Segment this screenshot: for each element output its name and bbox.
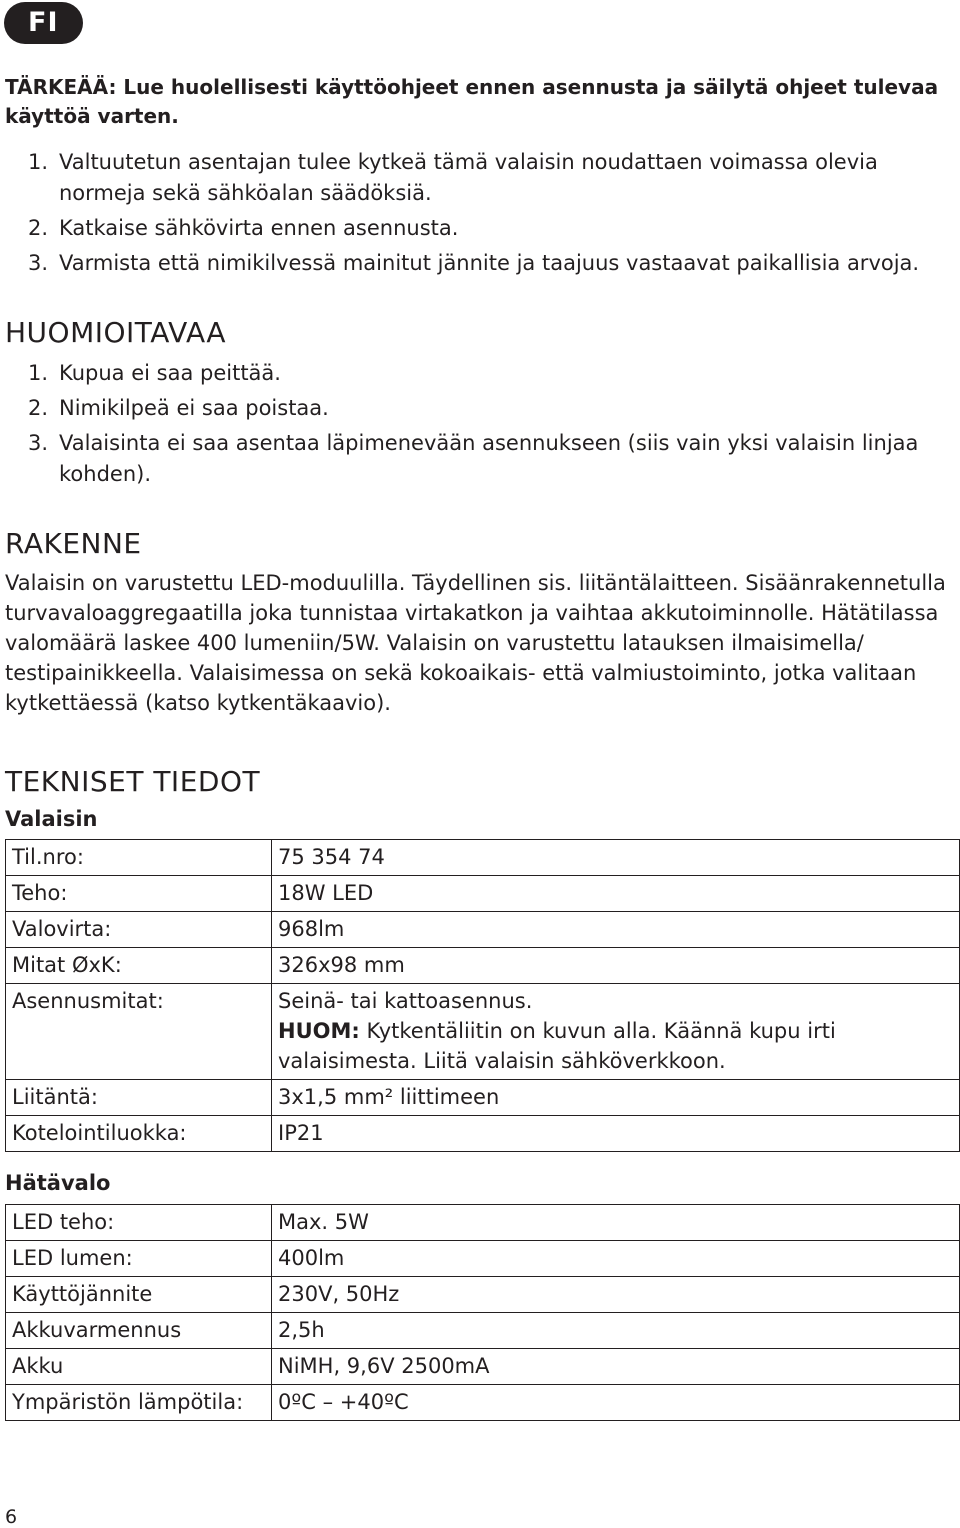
spec-key: Asennusmitat: (6, 984, 272, 1080)
spec-value: 3x1,5 mm² liittimeen (272, 1080, 960, 1116)
table-row (6, 1116, 960, 1152)
spec-value: 400lm (272, 1241, 960, 1277)
structure-heading: RAKENNE (5, 527, 142, 560)
spec-value: Max. 5W (272, 1205, 960, 1241)
spec-key: Valovirta: (6, 912, 272, 948)
spec-note (278, 1016, 953, 1076)
emergency-spec-table (5, 1204, 960, 1421)
notes-list (5, 358, 950, 494)
list-item (5, 248, 950, 279)
spec-value: IP21 (272, 1116, 960, 1152)
step-number: 3. (28, 251, 49, 275)
emergency-subheading: Hätävalo (5, 1171, 111, 1195)
step-text: Katkaise sähkövirta ennen asennusta. (59, 216, 459, 240)
spec-key: LED lumen: (6, 1241, 272, 1277)
spec-value: Seinä- tai kattoasennus. (278, 989, 533, 1013)
spec-key: Ympäristön lämpötila: (6, 1385, 272, 1421)
spec-key: Til.nro: (6, 840, 272, 876)
spec-key: Mitat ØxK: (6, 948, 272, 984)
list-item (5, 147, 950, 209)
note-number: 3. (28, 431, 49, 455)
install-steps-list (5, 147, 950, 283)
note-number: 1. (28, 361, 49, 385)
table-row (6, 876, 960, 912)
spec-key: LED teho: (6, 1205, 272, 1241)
step-number: 1. (28, 150, 49, 174)
structure-paragraph: Valaisin on varustettu LED-moduulilla. Täydellinen sis. liitäntälaitteen. Sisäänrakennetulla turvavaloaggregaatilla joka tunnistaa virtakatkon ja vaihtaa akkutoiminnolle. Hätätilassa valomäärä laskee 400 lumeniin/5W. Valaisin on varustettu latauksen ilmaisimella/ testipainikkeella. Valaisimessa on sekä kokoaikais- että valmiustoiminto, jotka valitaan kytkettäessä (katso kytkentäkaavio). (5, 571, 946, 715)
step-text: Valtuutetun asentajan tulee kytkeä tämä valaisin noudattaen voimassa olevia normeja sekä sähköalan säädöksiä. (59, 150, 878, 205)
spec-key: Akku (6, 1349, 272, 1385)
note-text: Kytkentäliitin on kuvun alla. Käännä kupu irti valaisimesta. Liitä valaisin sähköverkkoon. (278, 1019, 836, 1073)
table-row (6, 1080, 960, 1116)
table-row (6, 1205, 960, 1241)
list-item (5, 358, 950, 389)
spec-key: Teho: (6, 876, 272, 912)
table-row (6, 840, 960, 876)
spec-key: Kotelointiluokka: (6, 1116, 272, 1152)
spec-value: 230V, 50Hz (272, 1277, 960, 1313)
spec-key: Akkuvarmennus (6, 1313, 272, 1349)
list-item (5, 393, 950, 424)
spec-key: Käyttöjännite (6, 1277, 272, 1313)
note-label: HUOM: (278, 1019, 360, 1043)
spec-value: 2,5h (272, 1313, 960, 1349)
spec-value: 968lm (272, 912, 960, 948)
spec-value: 18W LED (272, 876, 960, 912)
spec-value: 0ºC – +40ºC (272, 1385, 960, 1421)
note-number: 2. (28, 396, 49, 420)
luminaire-spec-table (5, 839, 960, 1152)
spec-value: NiMH, 9,6V 2500mA (272, 1349, 960, 1385)
spec-value: 326x98 mm (272, 948, 960, 984)
language-badge: FI (4, 2, 83, 44)
note-text: Nimikilpeä ei saa poistaa. (59, 396, 329, 420)
table-row (6, 948, 960, 984)
notes-heading: HUOMIOITAVAA (5, 316, 227, 349)
table-row (6, 984, 960, 1080)
note-text: Kupua ei saa peittää. (59, 361, 281, 385)
important-notice: TÄRKEÄÄ: Lue huolellisesti käyttöohjeet ennen asennusta ja säilytä ohjeet tulevaa käyttöä varten. (5, 75, 939, 128)
step-number: 2. (28, 216, 49, 240)
step-text: Varmista että nimikilvessä mainitut jännite ja taajuus vastaavat paikallisia arvoja. (59, 251, 920, 275)
note-text: Valaisinta ei saa asentaa läpimenevään asennukseen (siis vain yksi valaisin linjaa kohden). (59, 431, 919, 486)
spec-value-cell (272, 984, 960, 1080)
table-row (6, 912, 960, 948)
table-row (6, 1313, 960, 1349)
table-row (6, 1385, 960, 1421)
list-item (5, 213, 950, 244)
luminaire-subheading: Valaisin (5, 807, 98, 831)
spec-key: Liitäntä: (6, 1080, 272, 1116)
table-row (6, 1349, 960, 1385)
page-number: 6 (5, 1506, 18, 1528)
spec-value: 75 354 74 (272, 840, 960, 876)
table-row (6, 1241, 960, 1277)
table-row (6, 1277, 960, 1313)
list-item (5, 428, 950, 490)
tech-heading: TEKNISET TIEDOT (5, 765, 261, 798)
